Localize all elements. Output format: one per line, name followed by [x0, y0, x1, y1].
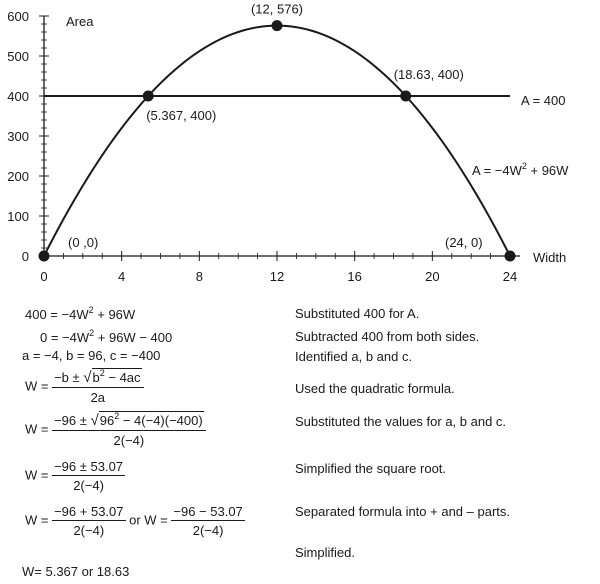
x-tick-label: 20 — [425, 269, 440, 284]
point-label: (24, 0) — [445, 235, 483, 250]
y-axis-title: Area — [66, 14, 94, 29]
y-tick-label: 300 — [7, 129, 29, 144]
data-point — [400, 91, 411, 102]
point-label: (5.367, 400) — [146, 108, 217, 123]
step-5-equation: W = $\frac{-96 \pm √96^2 - 4(-4)(-400)}{2(-4)}$ — [25, 413, 206, 447]
step-5-note: Substituted the values for a, b and c. — [295, 414, 507, 429]
step-4-equation: W = $\frac{-b \pm √b^2 - 4ac}{2a}$ — [25, 370, 144, 404]
y-tick-label: 100 — [7, 209, 29, 224]
step-8-result: W= 5.367 or 18.63 — [22, 564, 130, 579]
step-6-note: Simplified the square root. — [295, 461, 447, 476]
step-7-note: Separated formula into + and – parts. — [295, 504, 510, 519]
x-tick-label: 12 — [269, 269, 285, 284]
step-3-note: Identified a, b and c. — [295, 349, 413, 364]
y-tick-label: 0 — [21, 249, 29, 264]
step-8-note: Simplified. — [295, 545, 355, 560]
parabola-curve — [44, 26, 510, 256]
point-label: (0 ,0) — [68, 235, 99, 250]
x-tick-label: 0 — [40, 269, 48, 284]
label-a-400: A = 400 — [521, 93, 566, 108]
label-parabola-equation: $A = -4W^2 + 96W$ — [472, 161, 569, 178]
x-tick-label: 24 — [502, 269, 518, 284]
y-tick-label: 600 — [7, 9, 29, 24]
data-point — [39, 251, 50, 262]
data-point — [505, 251, 516, 262]
step-6-equation: W = $\frac{-96 \pm 53.07}{2(-4)}$ — [25, 459, 124, 493]
data-point — [272, 20, 283, 31]
data-point — [143, 91, 154, 102]
point-label: (12, 576) — [250, 1, 304, 17]
x-axis-title: Width — [533, 250, 567, 265]
y-tick-label: 200 — [7, 169, 29, 184]
step-1-note: Substituted 400 for A. — [295, 306, 420, 321]
step-1-equation: $400 = -4W^2 + 96W$ — [25, 305, 136, 322]
step-3-coefficients: a = −4, b = 96, c = −400 — [22, 348, 161, 363]
step-2-equation: $0 = -4W^2 + 96W - 400$ — [40, 328, 173, 345]
x-tick-label: 4 — [118, 269, 126, 284]
step-7-equation: W = $\frac{-96 + 53.07}{2(-4)}$ or W = $\frac{-96 - 53.07}{2(-4)}$ — [25, 504, 243, 538]
point-label: (18.63, 400) — [393, 67, 464, 82]
x-tick-label: 8 — [195, 269, 203, 284]
x-tick-label: 16 — [347, 269, 362, 284]
step-4-note: Used the quadratic formula. — [295, 381, 455, 396]
y-tick-label: 500 — [7, 49, 29, 64]
y-tick-label: 400 — [7, 89, 29, 104]
step-2-note: Subtracted 400 from both sides. — [295, 329, 480, 344]
